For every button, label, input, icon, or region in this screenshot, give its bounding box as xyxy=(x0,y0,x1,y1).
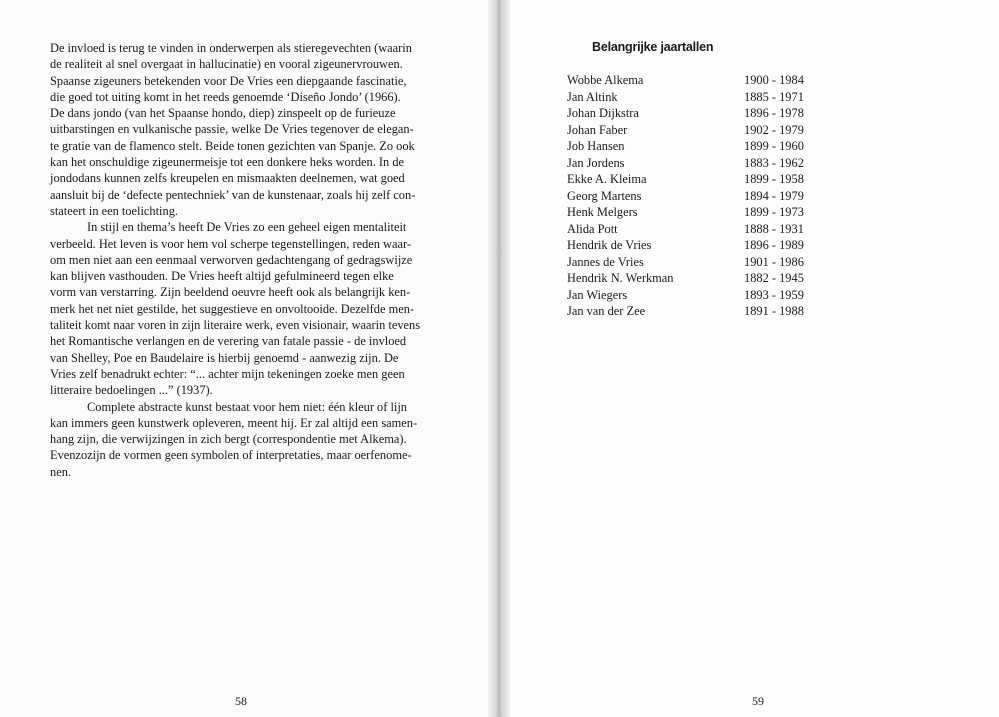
life-years: 1899 - 1958 xyxy=(744,172,804,186)
text-line: uitbarstingen en vulkanische passie, welke De Vries tegenover de elegan- xyxy=(50,122,414,137)
text-line: het Romantische verlangen en de verering van fatale passie - de invloed xyxy=(50,334,407,349)
life-years: 1883 - 1962 xyxy=(744,155,804,170)
page-number-left: 58 xyxy=(235,694,247,708)
artist-name: Ekke A. Kleima xyxy=(567,172,647,186)
life-years: 1901 - 1986 xyxy=(744,254,804,269)
life-years: 1896 - 1978 xyxy=(744,106,804,120)
text-line: stateert in een toelichting. xyxy=(50,203,178,218)
table-row xyxy=(567,238,817,255)
artist-name: Jannes de Vries xyxy=(567,254,644,269)
life-years: 1891 - 1988 xyxy=(744,304,804,318)
life-years: 1882 - 1945 xyxy=(744,271,804,285)
life-years: 1896 - 1989 xyxy=(744,238,804,252)
text-line: kan het onschuldige zigeunermeisje tot een donkere heks worden. In de xyxy=(50,155,405,170)
table-row xyxy=(567,271,817,288)
years-table xyxy=(567,73,817,321)
table-row xyxy=(567,106,817,123)
artist-name: Hendrik de Vries xyxy=(567,238,652,252)
artist-name: Johan Dijkstra xyxy=(567,106,639,120)
life-years: 1902 - 1979 xyxy=(744,122,804,137)
text-line: kan immers geen kunstwerk opleveren, meent hij. Er zal altijd een samen- xyxy=(50,415,418,430)
section-title: Belangrijke jaartallen xyxy=(592,40,714,54)
text-line: van Shelley, Poe en Baudelaire is hierbij genoemd - aanwezig zijn. De xyxy=(50,350,399,365)
text-line: In stijl en thema’s heeft De Vries zo een geheel eigen mentaliteit xyxy=(87,220,407,235)
text-line: Spaanse zigeuners betekenden voor De Vries een diepgaande fascinatie, xyxy=(50,73,407,88)
text-line: taliteit komt naar voren in zijn literaire werk, even visionair, waarin tevens xyxy=(50,318,421,333)
table-row xyxy=(567,205,817,222)
text-line: te gratie van de flamenco stelt. Beide tonen gezichten van Spanje. Zo ook xyxy=(50,138,415,153)
artist-name: Jan Wiegers xyxy=(567,287,628,302)
life-years: 1888 - 1931 xyxy=(744,221,804,236)
artist-name: Alida Pott xyxy=(567,221,618,236)
life-years: 1899 - 1960 xyxy=(744,139,804,153)
artist-name: Jan Jordens xyxy=(567,155,625,170)
table-row xyxy=(567,255,817,272)
text-line: jondodans kunnen zelfs kreupelen en mismaakten deelnemen, wat goed xyxy=(50,171,405,186)
text-line: om men niet aan een eenmaal verworven gedachtengang of gedragswijze xyxy=(50,252,413,267)
artist-name: Johan Faber xyxy=(567,122,628,137)
artist-name: Georg Martens xyxy=(567,188,642,203)
table-row xyxy=(567,139,817,156)
life-years: 1885 - 1971 xyxy=(744,89,804,104)
artist-name: Job Hansen xyxy=(567,139,625,153)
text-line: aansluit bij de ‘defecte pentechniek’ van de kunstenaar, zoals hij zelf con- xyxy=(50,187,416,202)
table-row xyxy=(567,156,817,173)
table-row xyxy=(567,304,817,321)
text-line: die goed tot uiting komt in het reeds genoemde ‘Diseño Jondo’ (1966). xyxy=(50,89,401,104)
text-line: Evenzozijn de vormen geen symbolen of interpretaties, maar oerfenome- xyxy=(50,448,412,463)
artist-name: Henk Melgers xyxy=(567,205,638,219)
table-row xyxy=(567,288,817,305)
table-row xyxy=(567,189,817,206)
artist-name: Wobbe Alkema xyxy=(567,73,644,87)
table-row xyxy=(567,90,817,107)
artist-name: Jan van der Zee xyxy=(567,304,646,318)
text-line: hang zijn, die verwijzingen in zich bergt (correspondentie met Alkema). xyxy=(50,432,407,447)
text-line: nen. xyxy=(50,464,71,479)
text-line: litteraire bedoelingen ...” (1937). xyxy=(50,383,213,398)
table-row xyxy=(567,222,817,239)
book-gutter xyxy=(488,0,510,717)
artist-name: Jan Altink xyxy=(567,89,618,104)
table-row xyxy=(567,172,817,189)
life-years: 1893 - 1959 xyxy=(744,287,804,302)
right-page xyxy=(501,0,999,717)
artist-name: Hendrik N. Werkman xyxy=(567,271,674,285)
table-row xyxy=(567,123,817,140)
text-line: De invloed is terug te vinden in onderwerpen als stieregevechten (waarin xyxy=(50,41,412,55)
text-line: Complete abstracte kunst bestaat voor hem niet: één kleur of lijn xyxy=(87,399,407,414)
text-line: kan blijven vasthouden. De Vries heeft altijd gefulmineerd tegen elke xyxy=(50,269,394,284)
table-row xyxy=(567,73,817,90)
text-line: Vries zelf benadrukt echter: “... achter mijn tekeningen zoeke men geen xyxy=(50,366,405,381)
life-years: 1899 - 1973 xyxy=(744,205,804,219)
text-line: de realiteit al snel overgaat in hallucinatie) en vooral zigeunervrouwen. xyxy=(50,57,403,72)
body-text xyxy=(50,40,452,480)
text-line: verbeeld. Het leven is voor hem vol scherpe tegenstellingen, reden waar- xyxy=(50,236,412,251)
text-line: De dans jondo (van het Spaanse hondo, diep) zinspeelt op de furieuze xyxy=(50,106,396,121)
left-page xyxy=(0,0,497,717)
life-years: 1894 - 1979 xyxy=(744,188,804,203)
text-line: merk het net niet gestilde, het suggestieve en onvoltooide. Dezelfde men- xyxy=(50,301,415,316)
page-number-right: 59 xyxy=(752,694,764,708)
life-years: 1900 - 1984 xyxy=(744,73,804,87)
text-line: vorm van verstarring. Zijn beeldend oeuvre heeft ook als belangrijk ken- xyxy=(50,285,411,300)
